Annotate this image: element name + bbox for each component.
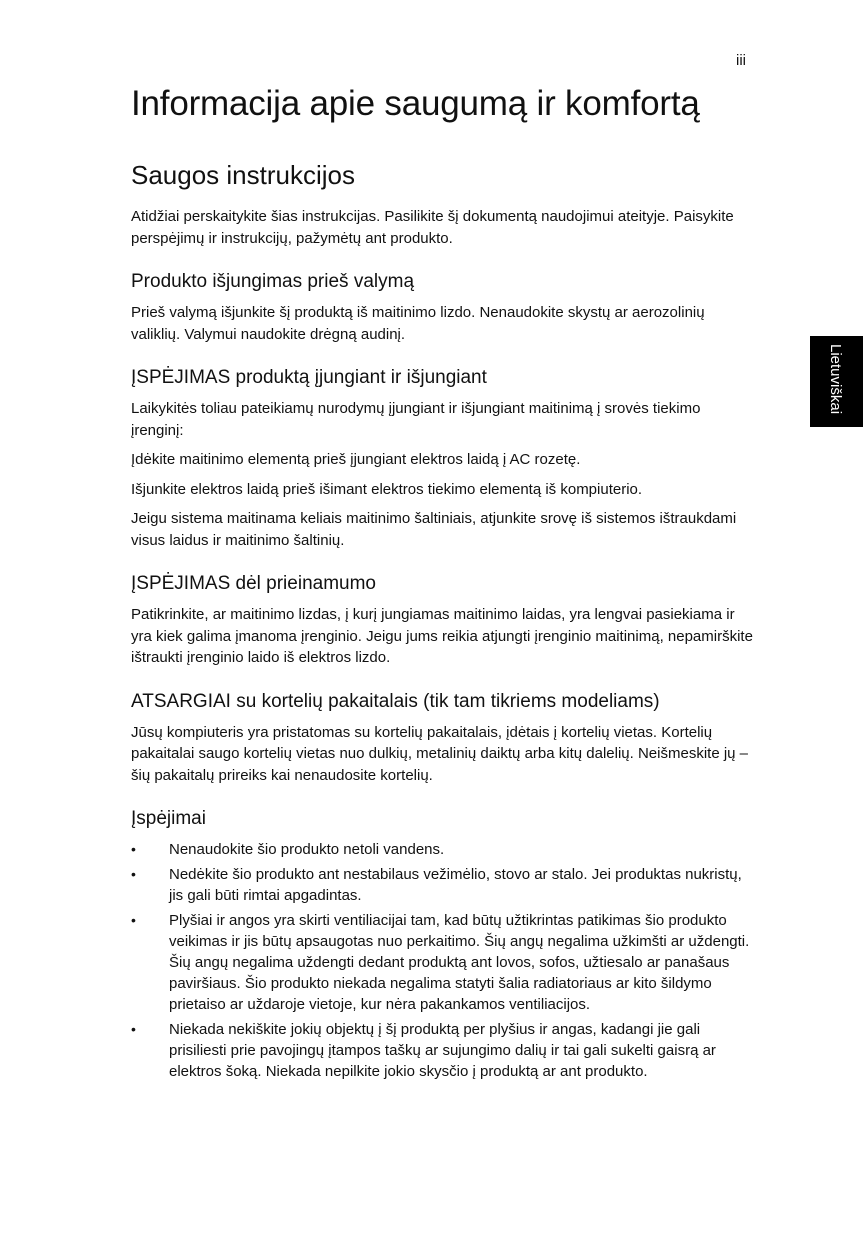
bullet-icon: • — [131, 866, 136, 882]
bullet-icon: • — [131, 841, 136, 857]
document-body — [131, 160, 756, 1086]
paragraph: Jūsų kompiuteris yra pristatomas su kortelių pakaitalais, įdėtais į kortelių vietas. Kortelių pakaitalai saugo kortelių vietas nuo dulkių, metalinių daiktų arba kitų dalelių. Neišmeskite jų – šių pakaitalų prireiks kai nenaudosite kortelių. — [131, 723, 749, 784]
page-number: iii — [736, 52, 746, 69]
subsection-heading: ATSARGIAI su kortelių pakaitalais (tik tam tikriems modeliams) — [131, 690, 660, 712]
intro-paragraph: Atidžiai perskaitykite šias instrukcijas. Pasilikite šį dokumentą naudojimui ateityje. Paisykite perspėjimų ir instrukcijų, pažymėtų ant produkto. — [131, 208, 734, 247]
subsection-heading: ĮSPĖJIMAS produktą įjungiant ir išjungiant — [131, 367, 487, 388]
section-title: Saugos instrukcijos — [131, 160, 355, 190]
subsection-cleaning — [131, 271, 756, 345]
subsection-heading: Produkto išjungimas prieš valymą — [131, 271, 415, 292]
subsection-accessibility-warning — [131, 573, 756, 669]
paragraph: Prieš valymą išjunkite šį produktą iš maitinimo lizdo. Nenaudokite skystų ar aerozolinių valiklių. Valymui naudokite drėgną audinį. — [131, 304, 705, 343]
list-item-text: Nenaudokite šio produkto netoli vandens. — [169, 841, 445, 858]
subsection-card-dummies — [131, 691, 756, 787]
language-tab — [810, 336, 863, 427]
subsection-power-warning — [131, 367, 756, 551]
bullet-icon: • — [131, 1021, 136, 1037]
list-item — [131, 864, 756, 906]
list-item-text: Niekada nekiškite jokių objektų į šį produktą per plyšius ir angas, kadangi jie gali prisiliesti prie pavojingų įtampos taškų ar sujungimo dalių ir tai gali sukelti gaisrą ar elektros šoką. Niekada nepilkite jokio skysčio į produktą ar ant produkto. — [169, 1021, 716, 1080]
paragraph: Laikykitės toliau pateikiamų nurodymų įjungiant ir išjungiant maitinimą į srovės tiekimo įrenginį: — [131, 400, 701, 439]
paragraph: Jeigu sistema maitinama keliais maitinimo šaltiniais, atjunkite srovę iš sistemos ištraukdami visus laidus ir maitinimo šaltinių. — [131, 510, 737, 549]
language-tab-label: Lietuviškai — [827, 344, 844, 415]
warnings-section — [131, 808, 756, 1082]
list-item-text: Plyšiai ir angos yra skirti ventiliacijai tam, kad būtų užtikrintas patikimas šio produkto veikimas ir jis būtų apsaugotas nuo perkaitimo. Šių angų negalima užkimšti ar uždengti. Šių angų negalima uždengti dedant produktą ant lovos, sofos, užtiesalo ar panašaus paviršiaus. Šio produkto niekada negalima statyti šalia radiatoriaus ar kito šildymo prietaiso ar uždaroje vietoje, kur nėra pakankamos ventiliacijos. — [169, 912, 750, 1013]
list-item-text: Nedėkite šio produkto ant nestabilaus vežimėlio, stovo ar stalo. Jei produktas nukristų, jis gali būti rimtai apgadintas. — [169, 866, 742, 904]
subsection-heading: ĮSPĖJIMAS dėl prieinamumo — [131, 573, 376, 594]
paragraph: Išjunkite elektros laidą prieš išimant elektros tiekimo elementą iš kompiuterio. — [131, 480, 643, 498]
warnings-list — [131, 839, 756, 1082]
list-item — [131, 910, 756, 1015]
list-item — [131, 839, 756, 860]
section-intro — [131, 206, 756, 249]
paragraph: Įdėkite maitinimo elementą prieš įjungiant elektros laidą į AC rozetę. — [131, 451, 581, 468]
list-item — [131, 1019, 756, 1082]
warnings-heading: Įspėjimai — [131, 808, 206, 829]
page-title: Informacija apie saugumą ir komfortą — [131, 84, 700, 123]
bullet-icon: • — [131, 912, 136, 928]
paragraph: Patikrinkite, ar maitinimo lizdas, į kurį jungiamas maitinimo laidas, yra lengvai pasiekiama ir yra kiek galima įmanoma įrenginio. Jeigu jums reikia atjungti įrenginio maitinimą, nepamirškite ištraukti įrenginio laido iš elektros lizdo. — [131, 606, 753, 666]
